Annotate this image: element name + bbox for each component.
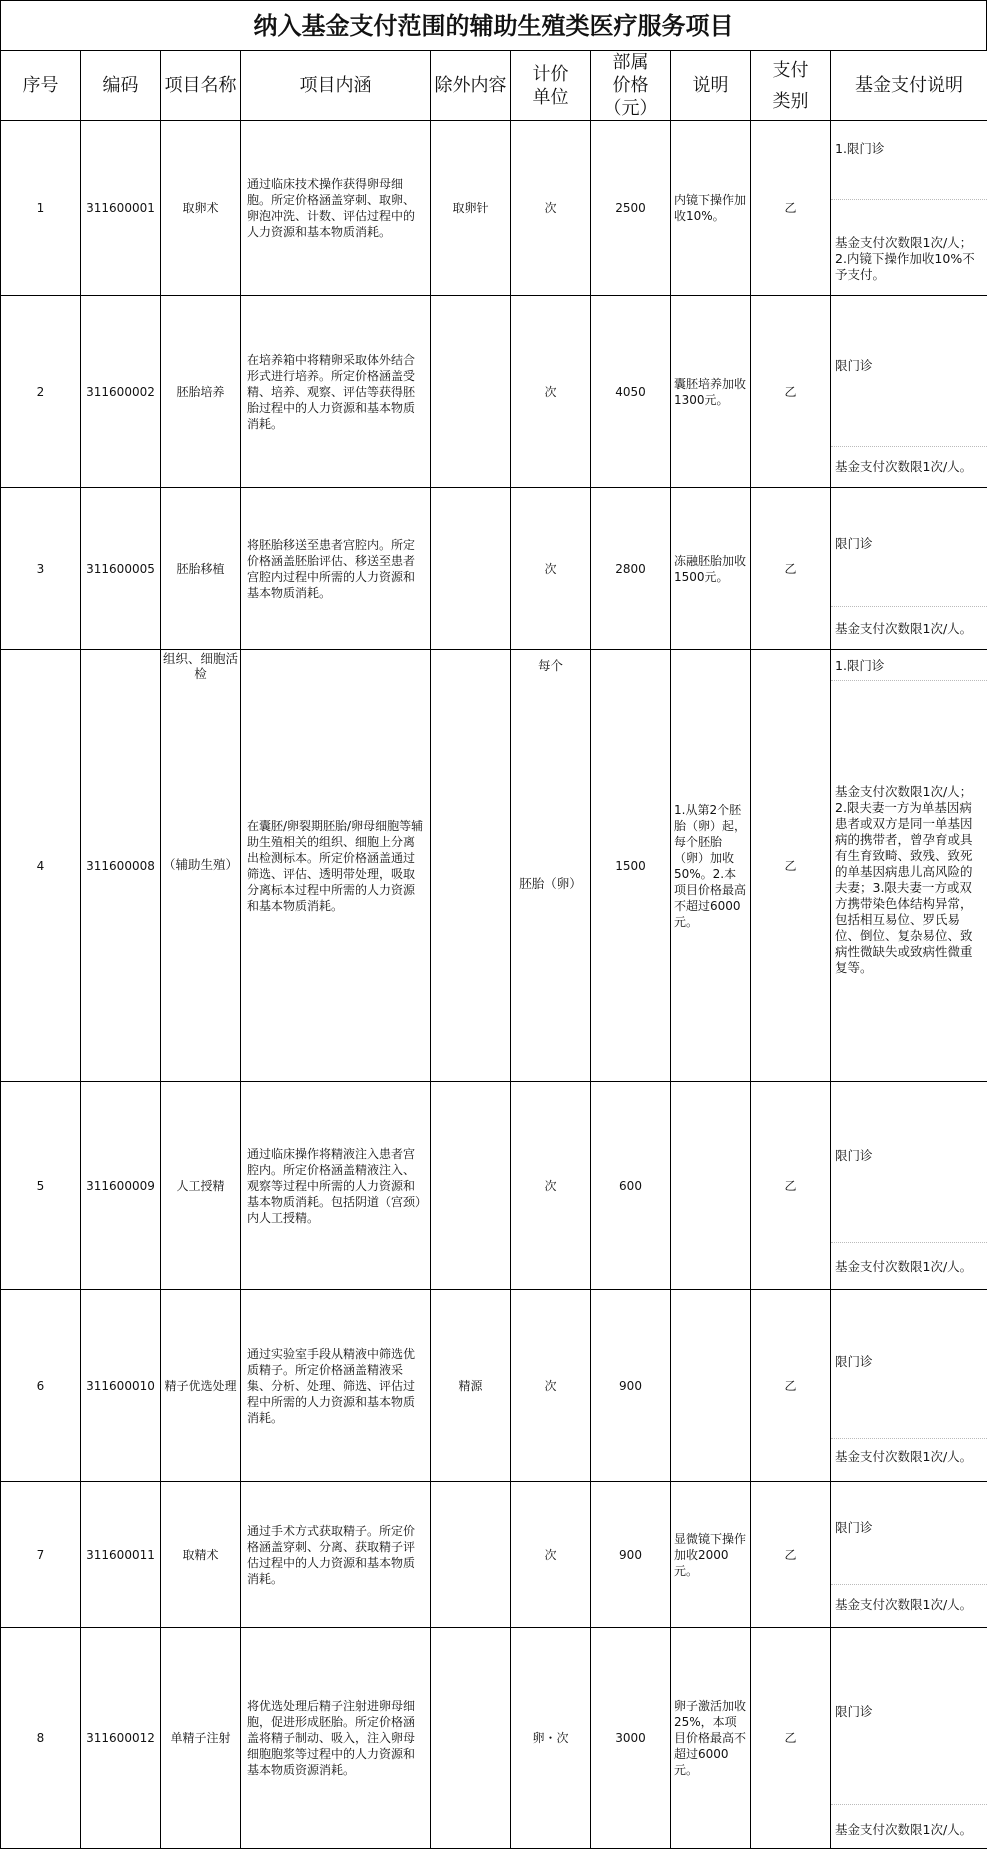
- cell-pay-type: 乙: [751, 1082, 831, 1290]
- cell-content: 通过实验室手段从精液中筛选优质精子。所定价格涵盖精液采集、分析、处理、筛选、评估过程中所需的人力资源和基本物质消耗。: [241, 1290, 431, 1482]
- fund-note-bottom: 基金支付次数限1次/人。: [835, 621, 983, 637]
- cell-note: 囊胚培养加收1300元。: [671, 296, 751, 488]
- cell-name: 胚胎移植: [161, 488, 241, 650]
- cell-code: 311600009: [81, 1082, 161, 1290]
- fund-divider: [831, 606, 987, 607]
- fund-divider: [831, 1804, 987, 1805]
- header-pay-type: 支付 类别: [751, 51, 831, 121]
- cell-pay-type: 乙: [751, 121, 831, 296]
- fund-note-top: 限门诊: [835, 1148, 983, 1164]
- cell-fund: [831, 121, 987, 296]
- fund-note-bottom: 基金支付次数限1次/人。: [835, 1259, 983, 1275]
- cell-content: 通过手术方式获取精子。所定价格涵盖穿刺、分离、获取精子评估过程中的人力资源和基本物质消耗。: [241, 1482, 431, 1628]
- cell-pay-type: 乙: [751, 1482, 831, 1628]
- header-code: 编码: [81, 51, 161, 121]
- service-items-table: [0, 50, 987, 1849]
- cell-note: 卵子激活加收25%，本项目价格最高不超过6000元。: [671, 1628, 751, 1849]
- cell-seq: 2: [1, 296, 81, 488]
- fund-note-bottom: 基金支付次数限1次/人。: [835, 1822, 983, 1838]
- cell-pay-type: 乙: [751, 488, 831, 650]
- header-fund: 基金支付说明: [831, 51, 987, 121]
- cell-name: [161, 650, 241, 1082]
- cell-note: 内镜下操作加收10%。: [671, 121, 751, 296]
- cell-content: 将优选处理后精子注射进卵母细胞，促进形成胚胎。所定价格涵盖将精子制动、吸入，注入卵母细胞胞浆等过程中的人力资源和基本物质资源消耗。: [241, 1628, 431, 1849]
- fund-note-top: 1.限门诊: [835, 141, 983, 157]
- cell-seq: 3: [1, 488, 81, 650]
- cell-price: 600: [591, 1082, 671, 1290]
- fund-note-bottom: 基金支付次数限1次/人。: [835, 459, 983, 475]
- fund-note-top: 限门诊: [835, 358, 983, 374]
- cell-pay-type: 乙: [751, 650, 831, 1082]
- cell-code: 311600008: [81, 650, 161, 1082]
- cell-price: 4050: [591, 296, 671, 488]
- cell-price: 900: [591, 1482, 671, 1628]
- cell-name-mid: （辅助生殖）: [161, 857, 240, 872]
- fund-note-top: 限门诊: [835, 536, 983, 552]
- cell-unit: 卵・次: [511, 1628, 591, 1849]
- header-price: 部属 价格 （元）: [591, 51, 671, 121]
- cell-fund: [831, 1482, 987, 1628]
- cell-name: 人工授精: [161, 1082, 241, 1290]
- fund-divider: [831, 1584, 987, 1585]
- fund-divider: [831, 446, 987, 447]
- cell-name: 取精术: [161, 1482, 241, 1628]
- cell-unit-top: 每个: [511, 658, 590, 673]
- cell-unit: 次: [511, 1482, 591, 1628]
- cell-content: 通过临床技术操作获得卵母细胞。所定价格涵盖穿刺、取卵、卵泡冲洗、计数、评估过程中的人力资源和基本物质消耗。: [241, 121, 431, 296]
- cell-seq: 8: [1, 1628, 81, 1849]
- fund-note-top: 限门诊: [835, 1704, 983, 1720]
- cell-fund: [831, 296, 987, 488]
- cell-pay-type: 乙: [751, 296, 831, 488]
- cell-code: 311600010: [81, 1290, 161, 1482]
- cell-code: 311600011: [81, 1482, 161, 1628]
- table-row: [1, 650, 987, 1082]
- cell-content: 通过临床操作将精液注入患者宫腔内。所定价格涵盖精液注入、观察等过程中所需的人力资源和基本物质消耗。包括阴道（宫颈）内人工授精。: [241, 1082, 431, 1290]
- cell-fund: [831, 1082, 987, 1290]
- fund-divider: [831, 199, 987, 200]
- cell-price: 2800: [591, 488, 671, 650]
- cell-name-top: 组织、细胞活检: [161, 651, 240, 681]
- fund-note-top: 限门诊: [835, 1520, 983, 1536]
- cell-pay-type: 乙: [751, 1628, 831, 1849]
- cell-code: 311600005: [81, 488, 161, 650]
- cell-code: 311600001: [81, 121, 161, 296]
- cell-unit: 次: [511, 296, 591, 488]
- table-row: [1, 296, 987, 488]
- cell-price: 900: [591, 1290, 671, 1482]
- cell-price: 3000: [591, 1628, 671, 1849]
- cell-note: [671, 1290, 751, 1482]
- cell-content: 将胚胎移送至患者宫腔内。所定价格涵盖胚胎评估、移送至患者宫腔内过程中所需的人力资源和基本物质消耗。: [241, 488, 431, 650]
- cell-code: 311600002: [81, 296, 161, 488]
- table-header-row: [1, 51, 987, 121]
- table-row: [1, 121, 987, 296]
- cell-excluded: [431, 488, 511, 650]
- cell-note: 冻融胚胎加收1500元。: [671, 488, 751, 650]
- cell-content: 在培养箱中将精卵采取体外结合形式进行培养。所定价格涵盖受精、培养、观察、评估等获得胚胎过程中的人力资源和基本物质消耗。: [241, 296, 431, 488]
- cell-code: 311600012: [81, 1628, 161, 1849]
- header-excluded: 除外内容: [431, 51, 511, 121]
- header-content: 项目内涵: [241, 51, 431, 121]
- cell-excluded: 精源: [431, 1290, 511, 1482]
- cell-seq: 4: [1, 650, 81, 1082]
- cell-note: 1.从第2个胚胎（卵）起，每个胚胎（卵）加收50%。2.本项目价格最高不超过6000元。: [671, 650, 751, 1082]
- table-row: [1, 1628, 987, 1849]
- cell-name: 取卵术: [161, 121, 241, 296]
- cell-name: 胚胎培养: [161, 296, 241, 488]
- cell-fund: [831, 488, 987, 650]
- cell-seq: 6: [1, 1290, 81, 1482]
- cell-note: 显微镜下操作加收2000元。: [671, 1482, 751, 1628]
- cell-excluded: 取卵针: [431, 121, 511, 296]
- cell-seq: 5: [1, 1082, 81, 1290]
- cell-content: 在囊胚/卵裂期胚胎/卵母细胞等辅助生殖相关的组织、细胞上分离出检测标本。所定价格涵盖通过筛选、评估、透明带处理，吸取分离标本过程中所需的人力资源和基本物质消耗。: [241, 650, 431, 1082]
- fund-note-top: 1.限门诊: [835, 658, 983, 674]
- cell-excluded: [431, 1482, 511, 1628]
- header-seq: 序号: [1, 51, 81, 121]
- cell-excluded: [431, 1628, 511, 1849]
- table-row: [1, 1082, 987, 1290]
- table-row: [1, 1290, 987, 1482]
- cell-note: [671, 1082, 751, 1290]
- fund-divider: [831, 1438, 987, 1439]
- cell-excluded: [431, 1082, 511, 1290]
- fund-note-bottom: 基金支付次数限1次/人。: [835, 1597, 983, 1613]
- cell-unit: 次: [511, 121, 591, 296]
- cell-pay-type: 乙: [751, 1290, 831, 1482]
- cell-seq: 1: [1, 121, 81, 296]
- fund-note-top: 限门诊: [835, 1354, 983, 1370]
- document-title: 纳入基金支付范围的辅助生殖类医疗服务项目: [0, 0, 987, 50]
- cell-price: 1500: [591, 650, 671, 1082]
- cell-excluded: [431, 296, 511, 488]
- cell-name: 单精子注射: [161, 1628, 241, 1849]
- cell-seq: 7: [1, 1482, 81, 1628]
- fund-divider: [831, 1242, 987, 1243]
- cell-fund: [831, 1290, 987, 1482]
- cell-unit: 次: [511, 1082, 591, 1290]
- cell-fund: [831, 1628, 987, 1849]
- cell-excluded: [431, 650, 511, 1082]
- cell-price: 2500: [591, 121, 671, 296]
- fund-note-bottom: 基金支付次数限1次/人。: [835, 1449, 983, 1465]
- table-row: [1, 1482, 987, 1628]
- cell-unit: 次: [511, 488, 591, 650]
- cell-fund: [831, 650, 987, 1082]
- fund-divider: [831, 680, 987, 681]
- header-unit: 计价 单位: [511, 51, 591, 121]
- cell-name: 精子优选处理: [161, 1290, 241, 1482]
- cell-unit-mid: 胚胎（卵）: [511, 876, 590, 891]
- fund-note-bottom: 基金支付次数限1次/人；2.限夫妻一方为单基因病患者或双方是同一单基因病的携带者，曾孕育或具有生育致畸、致残、致死的单基因病患儿高风险的夫妻；3.限夫妻一方或双方携带染色体结构异常，包括相互易位、罗氏易位、倒位、复杂易位、致病性微缺失或致病性微重复等。: [835, 784, 983, 976]
- header-note: 说明: [671, 51, 751, 121]
- header-name: 项目名称: [161, 51, 241, 121]
- cell-unit: 次: [511, 1290, 591, 1482]
- table-row: [1, 488, 987, 650]
- cell-unit: [511, 650, 591, 1082]
- fund-note-bottom: 基金支付次数限1次/人；2.内镜下操作加收10%不予支付。: [835, 235, 983, 283]
